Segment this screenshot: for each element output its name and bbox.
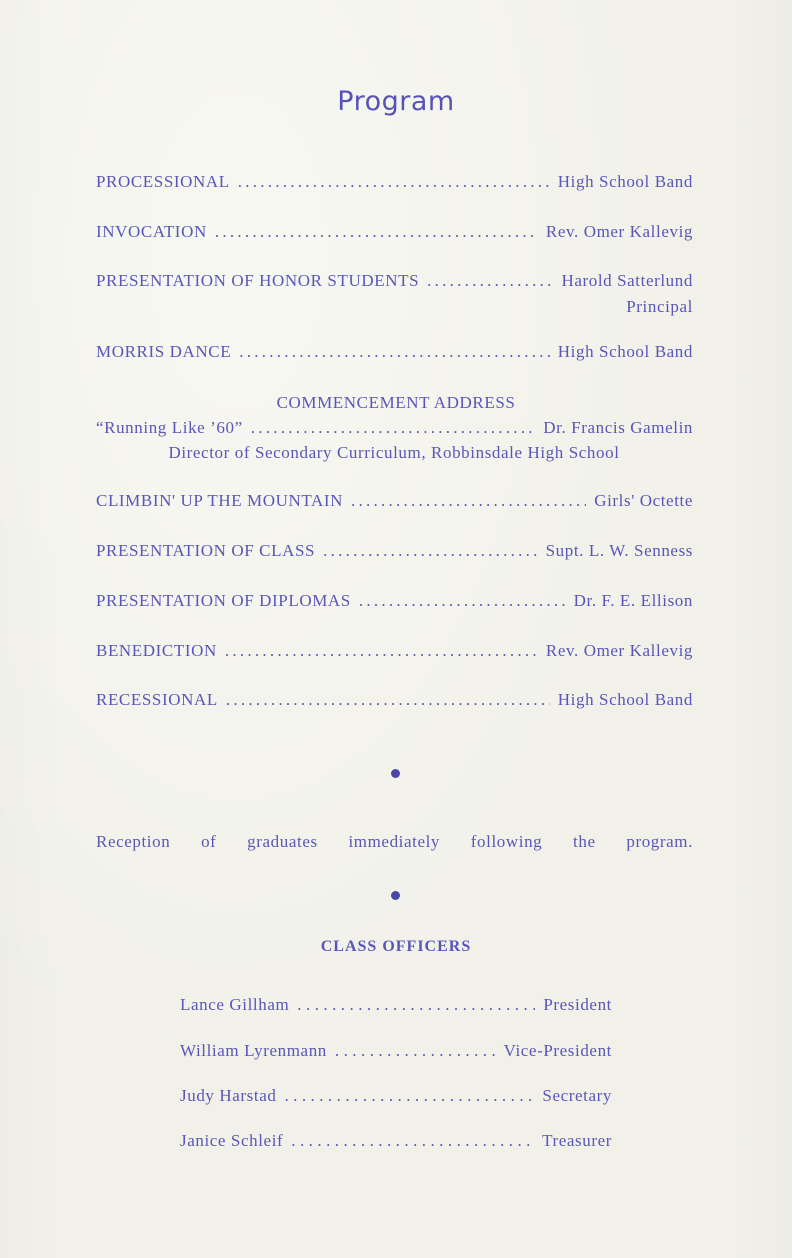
address-speaker: Dr. Francis Gamelin — [543, 418, 693, 437]
dot-leader — [225, 641, 538, 661]
program-row-diplomas — [96, 591, 693, 611]
officers-heading: CLASS OFFICERS — [320, 938, 472, 955]
program-row-recessional — [96, 690, 693, 710]
dot-leader — [215, 222, 538, 242]
program-row-morris-dance — [96, 342, 693, 362]
officer-name: William Lyrenmann — [180, 1041, 327, 1060]
program-performer: Supt. L. W. Senness — [545, 541, 693, 560]
officer-title: Treasurer — [542, 1131, 612, 1150]
officer-title: President — [543, 995, 612, 1014]
program-performer: Rev. Omer Kallevig — [545, 641, 693, 660]
program-item: MORRIS DANCE — [96, 342, 232, 361]
address-heading: COMMENCEMENT ADDRESS — [276, 393, 516, 412]
officer-row-secretary — [180, 1086, 612, 1106]
officer-row-treasurer — [180, 1131, 612, 1151]
program-item: INVOCATION — [96, 222, 207, 241]
officer-row-president — [180, 995, 612, 1015]
dot-leader — [359, 591, 566, 611]
bullet-icon — [391, 891, 400, 900]
page-title: Program — [337, 86, 455, 117]
program-row-invocation — [96, 222, 693, 242]
reception-note: Reception of graduates immediately following the program. — [96, 832, 693, 851]
program-row-climbin — [96, 491, 693, 511]
dot-leader — [238, 172, 550, 192]
dot-leader — [291, 1131, 534, 1151]
program-row-address — [96, 418, 693, 438]
program-performer: High School Band — [557, 690, 693, 709]
program-performer-title: Principal — [626, 297, 693, 316]
program-performer: High School Band — [557, 342, 693, 361]
dot-leader — [351, 491, 586, 511]
dot-leader — [335, 1041, 496, 1061]
dot-leader — [427, 271, 553, 291]
program-item: PROCESSIONAL — [96, 172, 230, 191]
program-item: PRESENTATION OF HONOR STUDENTS — [96, 271, 420, 290]
dot-leader — [239, 342, 550, 362]
program-performer: Rev. Omer Kallevig — [545, 222, 693, 241]
address-title: “Running Like ’60” — [96, 418, 243, 437]
program-performer: Girls' Octette — [594, 491, 693, 510]
program-row-presentation-class — [96, 541, 693, 561]
program-item: RECESSIONAL — [96, 690, 218, 709]
program-item: CLIMBIN' UP THE MOUNTAIN — [96, 491, 344, 510]
program-row-processional — [96, 172, 693, 192]
officer-title: Secretary — [542, 1086, 612, 1105]
dot-leader — [284, 1086, 534, 1106]
program-item: BENEDICTION — [96, 641, 217, 660]
program-performer: High School Band — [557, 172, 693, 191]
address-speaker-detail: Director of Secondary Curriculum, Robbinsdale High School — [168, 443, 620, 462]
dot-leader — [251, 418, 535, 438]
dot-leader — [323, 541, 538, 561]
program-item: PRESENTATION OF CLASS — [96, 541, 316, 560]
program-row-honor-students — [96, 271, 693, 291]
dot-leader — [297, 995, 535, 1015]
officer-title: Vice-President — [503, 1041, 612, 1060]
officer-name: Judy Harstad — [180, 1086, 277, 1105]
program-item: PRESENTATION OF DIPLOMAS — [96, 591, 351, 610]
bullet-icon — [391, 769, 400, 778]
officer-name: Janice Schleif — [180, 1131, 284, 1150]
program-row-benediction — [96, 641, 693, 661]
officer-row-vice-president — [180, 1041, 612, 1061]
officer-name: Lance Gillham — [180, 995, 290, 1014]
program-performer: Harold Satterlund — [561, 271, 693, 290]
program-performer: Dr. F. E. Ellison — [573, 591, 693, 610]
dot-leader — [226, 690, 550, 710]
